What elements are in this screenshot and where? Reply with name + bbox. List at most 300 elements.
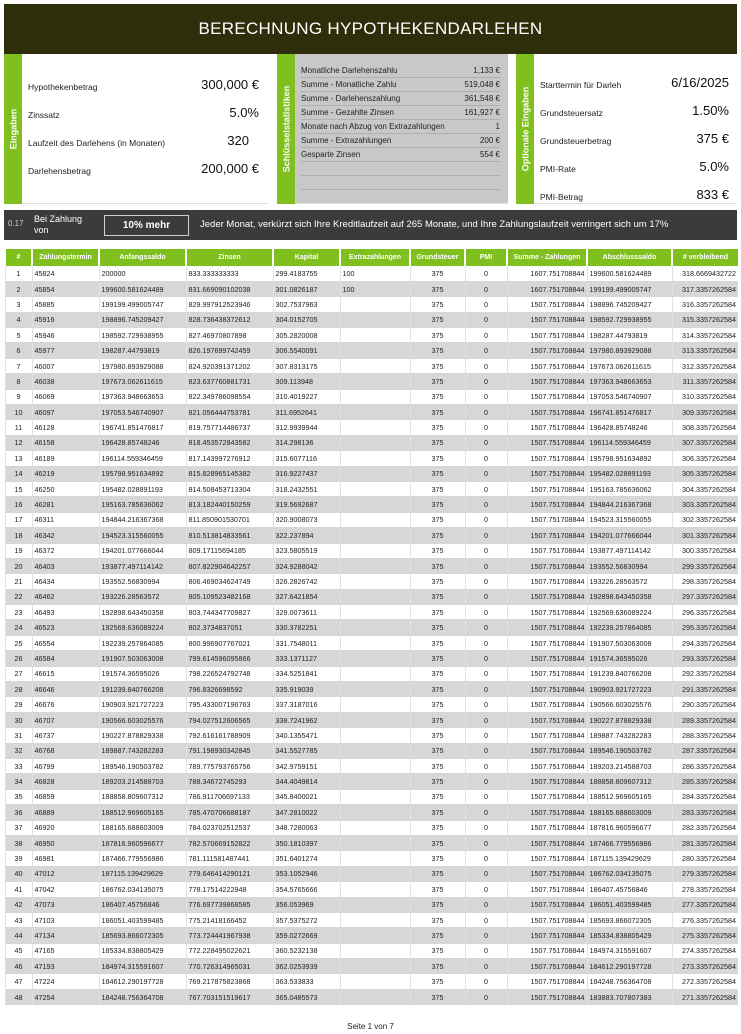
table-cell: 46768: [32, 743, 99, 758]
table-cell: [340, 851, 410, 866]
table-cell: 316.9227437: [273, 466, 340, 481]
table-cell: 188165.688603009: [587, 805, 672, 820]
inputs-panel: [4, 54, 267, 204]
table-cell: 46676: [32, 697, 99, 712]
table-cell: 197980.893929088: [99, 358, 186, 373]
table-cell: [340, 312, 410, 327]
table-cell: 186051.403599485: [99, 912, 186, 927]
table-cell: 363.533833: [273, 974, 340, 989]
table-cell: 1507.751708844: [507, 728, 587, 743]
table-cell: 796.8326698592: [186, 682, 273, 697]
table-row: [5, 374, 738, 389]
table-cell: 286.3357262584: [672, 759, 738, 774]
stat-row: [301, 106, 500, 120]
table-cell: 188165.688603009: [99, 820, 186, 835]
table-cell: 0: [465, 328, 507, 343]
table-cell: [340, 589, 410, 604]
table-cell: 47193: [32, 959, 99, 974]
table-cell: 375: [410, 420, 465, 435]
table-cell: 0: [465, 374, 507, 389]
table-cell: 792.616161788909: [186, 728, 273, 743]
stat-row-empty: [301, 176, 500, 190]
table-cell: 48: [5, 989, 32, 1004]
table-row: [5, 882, 738, 897]
table-cell: 340.1355471: [273, 728, 340, 743]
table-cell: 0: [465, 497, 507, 512]
table-cell: 281.3357262584: [672, 835, 738, 850]
table-cell: 46615: [32, 666, 99, 681]
table-cell: [340, 574, 410, 589]
table-row: [5, 635, 738, 650]
table-cell: 290.3357262584: [672, 697, 738, 712]
table-cell: 0: [465, 759, 507, 774]
table-cell: 0: [465, 974, 507, 989]
table-cell: 198287.44793819: [587, 328, 672, 343]
table-cell: 46799: [32, 759, 99, 774]
table-cell: 338.7241962: [273, 712, 340, 727]
table-cell: 375: [410, 820, 465, 835]
table-cell: 183883.707807383: [587, 989, 672, 1004]
table-cell: 46097: [32, 405, 99, 420]
table-cell: 320.9008073: [273, 512, 340, 527]
table-cell: 799.614596095866: [186, 651, 273, 666]
table-cell: 0: [465, 851, 507, 866]
tax-amount-label: Grundsteuerbetrag: [540, 136, 612, 146]
table-row: [5, 974, 738, 989]
stat-row-empty: [301, 190, 500, 204]
table-cell: 46707: [32, 712, 99, 727]
start-date-value[interactable]: 6/16/2025: [671, 75, 729, 90]
table-cell: 314.3357262584: [672, 328, 738, 343]
table-cell: 1507.751708844: [507, 358, 587, 373]
table-cell: 0: [465, 697, 507, 712]
table-cell: 375: [410, 589, 465, 604]
table-cell: 805.109523482168: [186, 589, 273, 604]
table-cell: 7: [5, 358, 32, 373]
table-cell: 375: [410, 358, 465, 373]
table-cell: 34: [5, 774, 32, 789]
table-cell: 193552.56830994: [99, 574, 186, 589]
table-cell: 313.3357262584: [672, 343, 738, 358]
table-cell: 350.1810397: [273, 835, 340, 850]
amortization-table: [4, 249, 738, 1005]
loan-label: Darlehensbetrag: [28, 166, 91, 176]
tax-rate-value[interactable]: 1.50%: [692, 103, 729, 118]
table-row: [5, 774, 738, 789]
table-cell: 356.053969: [273, 897, 340, 912]
table-cell: 294.3357262584: [672, 635, 738, 650]
table-cell: 46069: [32, 389, 99, 404]
table-cell: 189203.214588703: [587, 759, 672, 774]
table-cell: 190566.603025576: [99, 712, 186, 727]
table-cell: 299.3357262584: [672, 558, 738, 573]
table-cell: 1507.751708844: [507, 558, 587, 573]
table-cell: 0: [465, 389, 507, 404]
table-cell: [340, 466, 410, 481]
table-row: [5, 682, 738, 697]
table-cell: 375: [410, 635, 465, 650]
table-cell: 316.3357262584: [672, 297, 738, 312]
stat-value: 554 €: [479, 149, 500, 159]
table-cell: 36: [5, 805, 32, 820]
table-cell: 31: [5, 728, 32, 743]
table-cell: 46493: [32, 605, 99, 620]
table-cell: 306.5540091: [273, 343, 340, 358]
table-cell: 47: [5, 974, 32, 989]
table-cell: 1507.751708844: [507, 297, 587, 312]
table-cell: 0: [465, 312, 507, 327]
table-cell: 186051.403599485: [587, 897, 672, 912]
table-cell: 195798.951634892: [587, 451, 672, 466]
table-cell: [340, 928, 410, 943]
table-cell: [340, 620, 410, 635]
table-cell: 45854: [32, 281, 99, 296]
table-cell: 788.34672745293: [186, 774, 273, 789]
loan-amount-label: Hypothekenbetrag: [28, 82, 98, 92]
table-cell: 199600.581624489: [99, 281, 186, 296]
table-row: [5, 728, 738, 743]
loan-value[interactable]: 200,000 €: [201, 161, 259, 176]
table-cell: 0: [465, 789, 507, 804]
table-cell: 309.113948: [273, 374, 340, 389]
table-cell: 47224: [32, 974, 99, 989]
table-row: [5, 620, 738, 635]
table-cell: 46038: [32, 374, 99, 389]
table-cell: 331.7548011: [273, 635, 340, 650]
table-cell: 25: [5, 635, 32, 650]
table-cell: 6: [5, 343, 32, 358]
table-cell: 0: [465, 666, 507, 681]
table-cell: [340, 328, 410, 343]
table-cell: 45977: [32, 343, 99, 358]
table-cell: 193877.497114142: [587, 543, 672, 558]
extra-percent-select[interactable]: 10% mehr: [104, 215, 189, 236]
table-cell: 192898.643450358: [99, 605, 186, 620]
table-cell: 43: [5, 912, 32, 927]
table-cell: 326.2826742: [273, 574, 340, 589]
table-cell: 375: [410, 666, 465, 681]
column-header: Kapital: [273, 249, 340, 266]
table-cell: 1507.751708844: [507, 974, 587, 989]
table-cell: 365.0485573: [273, 989, 340, 1004]
table-cell: 275.3357262584: [672, 928, 738, 943]
table-cell: 779.646414290121: [186, 866, 273, 881]
table-cell: 0: [465, 451, 507, 466]
table-cell: 1607.751708844: [507, 266, 587, 281]
table-cell: 375: [410, 328, 465, 343]
table-cell: 375: [410, 789, 465, 804]
table-cell: 193877.497114142: [99, 558, 186, 573]
table-cell: 283.3357262584: [672, 805, 738, 820]
interest-value[interactable]: 5.0%: [229, 105, 259, 120]
table-cell: 375: [410, 405, 465, 420]
table-cell: 375: [410, 481, 465, 496]
table-cell: 199199.499005747: [99, 297, 186, 312]
table-cell: 312.9939944: [273, 420, 340, 435]
table-cell: 375: [410, 528, 465, 543]
table-cell: 803.744347709827: [186, 605, 273, 620]
table-cell: 45885: [32, 297, 99, 312]
table-cell: 0: [465, 466, 507, 481]
table-cell: 192569.636089224: [99, 620, 186, 635]
table-cell: 344.4049814: [273, 774, 340, 789]
table-cell: 1507.751708844: [507, 651, 587, 666]
table-cell: 274.3357262584: [672, 943, 738, 958]
table-cell: 187816.960596677: [587, 820, 672, 835]
table-cell: 189546.190503782: [587, 743, 672, 758]
table-cell: 772.228495022621: [186, 943, 273, 958]
table-cell: 46311: [32, 512, 99, 527]
table-cell: 0: [465, 512, 507, 527]
table-cell: 299.4183755: [273, 266, 340, 281]
table-cell: 21: [5, 574, 32, 589]
table-cell: 282.3357262584: [672, 820, 738, 835]
table-cell: 817.143997276912: [186, 451, 273, 466]
table-cell: 1507.751708844: [507, 851, 587, 866]
table-cell: 1507.751708844: [507, 374, 587, 389]
table-row: [5, 697, 738, 712]
table-cell: 47073: [32, 897, 99, 912]
table-cell: 0: [465, 866, 507, 881]
table-cell: 46434: [32, 574, 99, 589]
table-cell: 375: [410, 959, 465, 974]
pmi-amount-label: PMI-Betrag: [540, 192, 583, 202]
table-cell: 278.3357262584: [672, 882, 738, 897]
table-cell: 35: [5, 789, 32, 804]
table-cell: [340, 389, 410, 404]
table-cell: 280.3357262584: [672, 851, 738, 866]
table-cell: 375: [410, 281, 465, 296]
table-cell: 335.919039: [273, 682, 340, 697]
table-cell: 46981: [32, 851, 99, 866]
table-cell: 186762.034135075: [99, 882, 186, 897]
table-cell: 0: [465, 651, 507, 666]
table-cell: 302.3357262584: [672, 512, 738, 527]
table-row: [5, 605, 738, 620]
table-cell: [340, 835, 410, 850]
table-cell: 0: [465, 897, 507, 912]
stats-tab: [277, 54, 295, 204]
table-cell: 196741.851476817: [587, 405, 672, 420]
table-cell: 27: [5, 666, 32, 681]
table-cell: [340, 543, 410, 558]
table-cell: 823.637760881731: [186, 374, 273, 389]
table-row: [5, 928, 738, 943]
pmi-amount-value[interactable]: 833 €: [696, 187, 729, 202]
table-row: [5, 866, 738, 881]
table-cell: 0: [465, 635, 507, 650]
table-cell: 310.3357262584: [672, 389, 738, 404]
table-row: [5, 420, 738, 435]
table-cell: [340, 728, 410, 743]
table-cell: 0: [465, 266, 507, 281]
table-cell: 826.197699742459: [186, 343, 273, 358]
table-cell: 375: [410, 605, 465, 620]
table-row: [5, 820, 738, 835]
optional-panel: [516, 54, 737, 204]
table-row: [5, 512, 738, 527]
loan-amount-value[interactable]: 300,000 €: [201, 77, 259, 92]
stat-row: [301, 92, 500, 106]
table-cell: [340, 743, 410, 758]
table-cell: 1507.751708844: [507, 635, 587, 650]
table-row: [5, 528, 738, 543]
inputs-tab: [4, 54, 22, 204]
table-cell: 193226.28563572: [587, 574, 672, 589]
table-cell: 1507.751708844: [507, 435, 587, 450]
table-cell: 375: [410, 374, 465, 389]
pmi-rate-value[interactable]: 5.0%: [699, 159, 729, 174]
table-cell: 196114.559346459: [99, 451, 186, 466]
table-cell: [340, 943, 410, 958]
table-cell: 195482.028891193: [99, 481, 186, 496]
table-cell: 190903.921727223: [587, 682, 672, 697]
table-cell: 301.0826187: [273, 281, 340, 296]
table-cell: 314.298136: [273, 435, 340, 450]
table-cell: 375: [410, 912, 465, 927]
table-cell: 0: [465, 297, 507, 312]
column-header: Zahlungstermin: [32, 249, 99, 266]
stat-value: 200 €: [479, 135, 500, 145]
table-cell: 375: [410, 805, 465, 820]
table-cell: 329.0073611: [273, 605, 340, 620]
table-cell: 375: [410, 574, 465, 589]
table-cell: [340, 420, 410, 435]
table-cell: 375: [410, 620, 465, 635]
stat-label: Monate nach Abzug von Extrazahlungen: [301, 121, 445, 131]
table-cell: 1507.751708844: [507, 512, 587, 527]
table-cell: 16: [5, 497, 32, 512]
term-label: Laufzeit des Darlehens (in Monaten): [28, 138, 166, 148]
table-cell: 318.6669432722: [672, 266, 738, 281]
table-cell: [340, 897, 410, 912]
table-cell: 46828: [32, 774, 99, 789]
table-cell: 0: [465, 574, 507, 589]
table-cell: 312.3357262584: [672, 358, 738, 373]
table-cell: 354.5765666: [273, 882, 340, 897]
table-cell: 0: [465, 682, 507, 697]
table-cell: 315.6077116: [273, 451, 340, 466]
table-cell: 375: [410, 866, 465, 881]
table-cell: [340, 405, 410, 420]
table-cell: 17: [5, 512, 32, 527]
table-cell: 791.198930342845: [186, 743, 273, 758]
table-cell: [340, 558, 410, 573]
table-cell: 40: [5, 866, 32, 881]
table-cell: 317.3357262584: [672, 281, 738, 296]
table-cell: 309.3357262584: [672, 405, 738, 420]
table-cell: 46584: [32, 651, 99, 666]
table-row: [5, 851, 738, 866]
table-row: [5, 959, 738, 974]
banner-small-value: 0.17: [8, 219, 24, 228]
stat-label: Monatliche Darlehenszahlu: [301, 65, 398, 75]
table-cell: 37: [5, 820, 32, 835]
table-cell: 333.1371127: [273, 651, 340, 666]
table-cell: 833.333333333: [186, 266, 273, 281]
table-cell: 375: [410, 297, 465, 312]
start-date-row: [540, 68, 729, 90]
table-cell: 375: [410, 312, 465, 327]
table-cell: 0: [465, 835, 507, 850]
table-cell: [340, 297, 410, 312]
table-cell: 0: [465, 358, 507, 373]
table-row: [5, 312, 738, 327]
table-row: [5, 759, 738, 774]
table-cell: 0: [465, 805, 507, 820]
table-cell: [340, 605, 410, 620]
stat-label: Gesparte Zinsen: [301, 149, 361, 159]
table-cell: 184612.290197728: [99, 974, 186, 989]
stat-value: 1: [495, 121, 500, 131]
table-cell: 828.736438372612: [186, 312, 273, 327]
table-cell: 375: [410, 466, 465, 481]
table-cell: 11: [5, 420, 32, 435]
table-cell: 23: [5, 605, 32, 620]
table-cell: 291.3357262584: [672, 682, 738, 697]
table-cell: 298.3357262584: [672, 574, 738, 589]
table-row: [5, 897, 738, 912]
table-cell: 327.6421854: [273, 589, 340, 604]
table-cell: 1507.751708844: [507, 912, 587, 927]
column-header: PMI: [465, 249, 507, 266]
table-cell: 798.226524792748: [186, 666, 273, 681]
table-cell: 46646: [32, 682, 99, 697]
table-cell: 323.5805519: [273, 543, 340, 558]
table-cell: 1507.751708844: [507, 466, 587, 481]
table-cell: 1507.751708844: [507, 835, 587, 850]
table-cell: 189887.743282283: [587, 728, 672, 743]
table-cell: 196428.85748246: [99, 435, 186, 450]
table-cell: 0: [465, 420, 507, 435]
table-cell: 47042: [32, 882, 99, 897]
table-cell: [340, 805, 410, 820]
table-cell: 822.349786098554: [186, 389, 273, 404]
table-cell: [340, 343, 410, 358]
table-cell: 197980.893929088: [587, 343, 672, 358]
table-cell: 187115.139429629: [99, 866, 186, 881]
extra-payment-banner: [4, 210, 737, 240]
table-cell: 375: [410, 712, 465, 727]
table-cell: 795.433007196763: [186, 697, 273, 712]
table-cell: 311.3357262584: [672, 374, 738, 389]
table-cell: 375: [410, 682, 465, 697]
table-cell: 19: [5, 543, 32, 558]
table-body: [5, 266, 738, 1005]
table-cell: 188512.969605165: [587, 789, 672, 804]
table-cell: 1507.751708844: [507, 959, 587, 974]
table-cell: 304.3357262584: [672, 481, 738, 496]
table-row: [5, 343, 738, 358]
table-cell: 1507.751708844: [507, 528, 587, 543]
table-cell: 276.3357262584: [672, 912, 738, 927]
table-cell: 13: [5, 451, 32, 466]
term-value[interactable]: 320: [227, 133, 249, 148]
table-cell: 196741.851476817: [99, 420, 186, 435]
table-cell: 1507.751708844: [507, 989, 587, 1004]
table-cell: 1507.751708844: [507, 389, 587, 404]
pmi-rate-row: [540, 152, 729, 174]
table-cell: 767.703151519617: [186, 989, 273, 1004]
table-cell: 189546.190503782: [99, 759, 186, 774]
table-row: [5, 712, 738, 727]
tax-amount-value[interactable]: 375 €: [696, 131, 729, 146]
table-cell: [340, 959, 410, 974]
table-cell: 187466.779556986: [99, 851, 186, 866]
table-cell: 1507.751708844: [507, 697, 587, 712]
table-cell: 295.3357262584: [672, 620, 738, 635]
table-cell: 305.3357262584: [672, 466, 738, 481]
